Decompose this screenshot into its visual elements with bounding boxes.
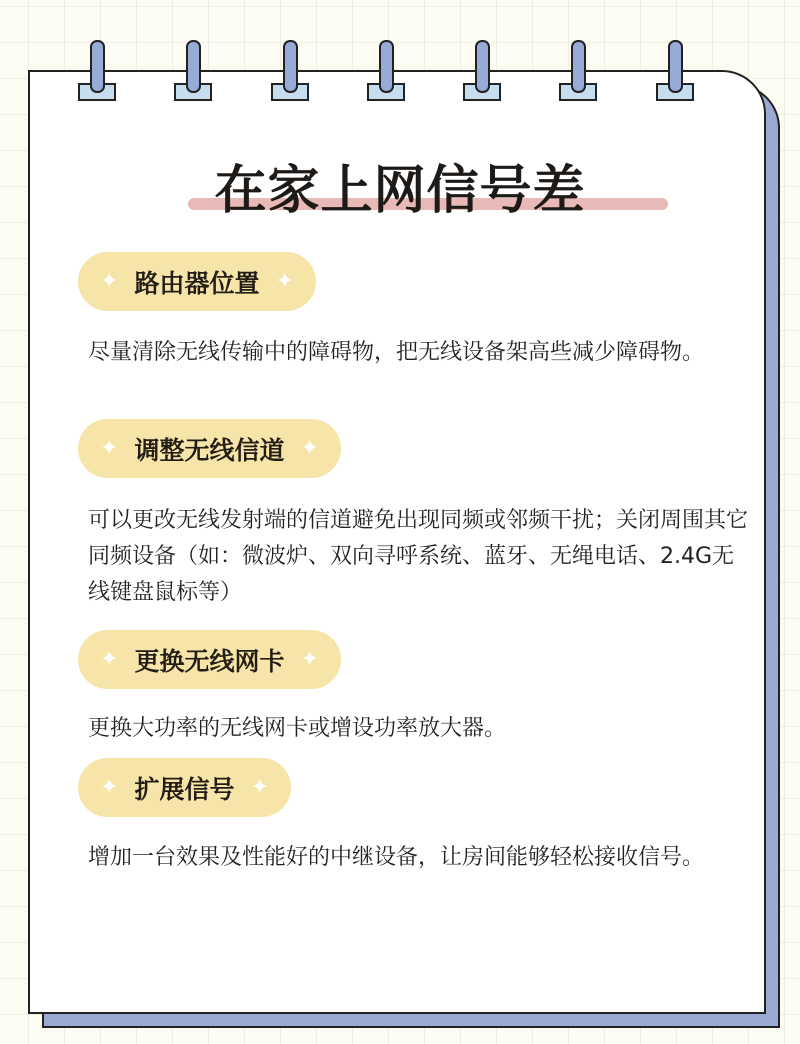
binder-ring-icon bbox=[271, 40, 311, 102]
section-text: 增加一台效果及性能好的中继设备，让房间能够轻松接收信号。 bbox=[88, 845, 705, 870]
binder-ring-icon bbox=[174, 40, 214, 102]
binder-ring-icon bbox=[559, 40, 599, 102]
section-heading-pill bbox=[78, 252, 316, 311]
section-text: 更换大功率的无线网卡或增设功率放大器。 bbox=[88, 716, 507, 741]
binder-ring-icon bbox=[78, 40, 118, 102]
binder-ring-icon bbox=[463, 40, 503, 102]
binder-ring-icon bbox=[367, 40, 407, 102]
sparkle-icon: ✦ bbox=[100, 436, 119, 461]
section-heading: 更换无线网卡 bbox=[134, 646, 285, 676]
sparkle-icon: ✦ bbox=[300, 436, 319, 461]
sparkle-icon: ✦ bbox=[300, 647, 319, 672]
section-heading-pill bbox=[78, 630, 341, 689]
sparkle-icon: ✦ bbox=[275, 269, 294, 294]
sparkle-icon: ✦ bbox=[100, 269, 119, 294]
binder-ring-icon bbox=[656, 40, 696, 102]
section-heading: 调整无线信道 bbox=[134, 435, 285, 465]
section-heading-pill bbox=[78, 419, 341, 478]
section-heading-pill bbox=[78, 758, 291, 817]
sparkle-icon: ✦ bbox=[100, 775, 119, 800]
section-text: 可以更改无线发射端的信道避免出现同频或邻频干扰；关闭周围其它同频设备（如：微波炉、双向寻呼系统、蓝牙、无绳电话、2.4G无线键盘鼠标等） bbox=[88, 508, 749, 605]
section-heading: 路由器位置 bbox=[134, 268, 260, 298]
sparkle-icon: ✦ bbox=[100, 647, 119, 672]
page-title: 在家上网信号差 bbox=[214, 161, 586, 221]
sparkle-icon: ✦ bbox=[250, 775, 269, 800]
section-heading: 扩展信号 bbox=[134, 774, 235, 804]
section-text: 尽量清除无线传输中的障碍物，把无线设备架高些减少障碍物。 bbox=[88, 340, 705, 365]
